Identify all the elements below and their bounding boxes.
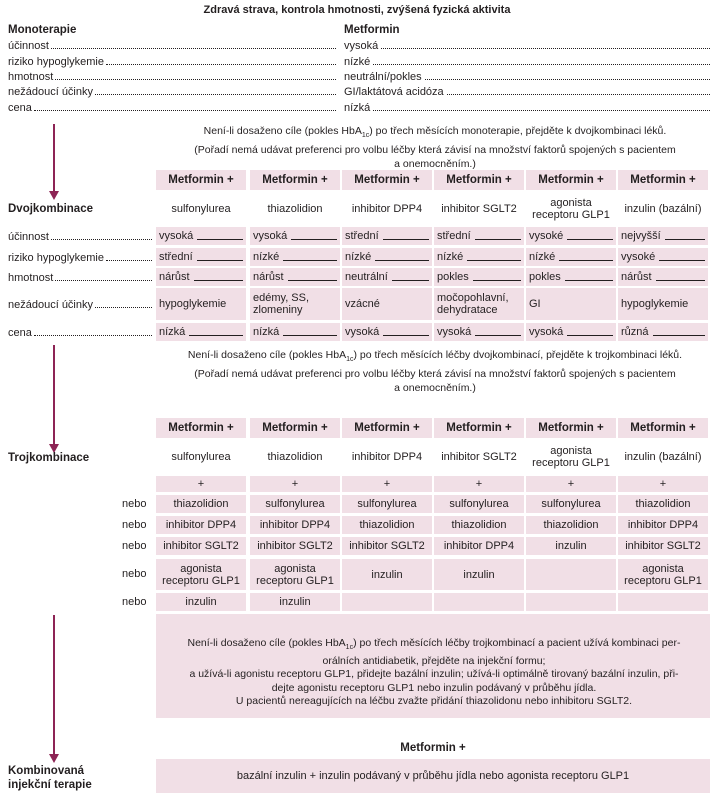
triple-option-cell: inhibitor SGLT2 [618, 537, 708, 555]
dual-value-cell [342, 227, 432, 245]
triple-option-cell: inhibitor DPP4 [250, 516, 340, 534]
underline-blank [565, 280, 613, 281]
triple-column-header: Metformin + [618, 418, 708, 438]
dual-value-text: střední [437, 230, 471, 242]
underline-blank [189, 335, 243, 336]
note2-line2: (Pořadí nemá udávat preferenci pro volbu léčby která závisí na množství faktorů spojených s pacientem [194, 368, 676, 381]
dual-value-text: vysoká [437, 326, 472, 338]
triple-option-cell: thiazolidion [342, 516, 432, 534]
dual-row-label [8, 250, 152, 264]
note1-text-a: Není-li dosaženo cíle (pokles HbA [203, 125, 362, 137]
triple-drug-cell: inhibitor SGLT2 [441, 451, 517, 463]
mono-row-label [8, 84, 336, 98]
note3-line5: U pacientů nereagujících na léčbu zvažte přidání thiazolidonu nebo inhibitoru SGLT2. [235, 695, 633, 708]
triple-option-cell: inhibitor SGLT2 [156, 537, 246, 555]
underline-blank [392, 280, 429, 281]
dual-value-text: vysoká [345, 326, 380, 338]
note3-line4: dejte agonistu receptoru GLP1 nebo inzulin podávaný v průběhu jídla. [271, 681, 597, 694]
dual-value-cell [434, 288, 524, 320]
arrow-head-1 [49, 191, 59, 200]
leader-dots [51, 48, 336, 49]
dual-column-header: Metformin + [434, 170, 524, 190]
triple-option-cell: agonista receptoru GLP1 [618, 559, 708, 590]
dual-drug-cell: inhibitor DPP4 [351, 203, 423, 215]
triple-option-cell: thiazolidion [434, 516, 524, 534]
dual-value-cell [526, 288, 616, 320]
leader-dots [34, 335, 152, 336]
note3-line2: orálních antidiabetik, přejděte na injekční formu; [322, 654, 546, 667]
injection-heading [8, 764, 92, 792]
note2-sub: 1c [346, 356, 354, 364]
dual-value-text: vysoké [621, 251, 656, 263]
underline-blank [653, 335, 705, 336]
monotherapy-heading: Monoterapie [8, 24, 77, 36]
mono-label-text: cena [8, 102, 32, 114]
dual-drug-cell: inhibitor SGLT2 [441, 203, 517, 215]
dual-value-text: pokles [529, 271, 561, 283]
leader-dots [381, 48, 710, 49]
dual-value-text: neutrální [345, 271, 388, 283]
triple-column-header: Metformin + [156, 418, 246, 438]
or-label: nebo [122, 539, 147, 552]
dual-value-cell [156, 227, 246, 245]
underline-blank [473, 280, 521, 281]
underline-blank [659, 260, 705, 261]
triple-option-cell: sulfonylurea [342, 495, 432, 513]
dual-value-text: nárůst [159, 271, 190, 283]
triple-option-cell: thiazolidion [618, 495, 708, 513]
mono-row-label [8, 54, 336, 68]
note3-text-a: Není-li dosaženo cíle (pokles HbA [187, 637, 346, 649]
dual-value-cell [342, 288, 432, 320]
underline-blank [197, 239, 243, 240]
dual-row-label [8, 325, 152, 339]
underline-blank [291, 239, 337, 240]
dual-value-text: nárůst [253, 271, 284, 283]
leader-dots [447, 94, 710, 95]
or-label: nebo [122, 497, 147, 510]
plus-sign: + [250, 476, 340, 492]
dual-drug-cell: thiazolidion [267, 203, 323, 215]
underline-blank [383, 239, 429, 240]
dual-value-cell [526, 268, 616, 286]
dual-value-cell [342, 248, 432, 266]
triple-drug-cell: inzulin (bazální) [624, 451, 702, 463]
leader-dots [95, 307, 152, 308]
mono-row-value [344, 54, 710, 68]
mono-value-text: GI/laktátová acidóza [344, 86, 444, 98]
or-label: nebo [122, 518, 147, 531]
leader-dots [55, 79, 336, 80]
dual-value-cell [342, 268, 432, 286]
triple-heading: Trojkombinace [8, 452, 90, 464]
dual-label-text: účinnost [8, 231, 49, 243]
leader-dots [51, 239, 152, 240]
flow-arrow-1 [53, 124, 55, 192]
dual-value-cell [250, 227, 340, 245]
dual-value-cell [618, 288, 708, 320]
dual-value-text: vzácné [345, 298, 380, 310]
monotherapy-drug: Metformin [344, 24, 400, 36]
note3-line3: a užívá-li agonistu receptoru GLP1, přidejte bazální inzulin; užívá-li optimálně tirovaný bazální inzulin, při- [189, 668, 679, 681]
injection-column-header: Metformin + [400, 742, 466, 754]
note1-line3: a onemocněním.) [394, 158, 476, 171]
injection-heading-line2: injekční terapie [8, 779, 92, 791]
note2-line3: a onemocněním.) [394, 382, 476, 395]
mono-row-value [344, 69, 710, 83]
dual-row-label [8, 270, 152, 284]
underline-blank [656, 280, 705, 281]
triple-option-cell: inhibitor DPP4 [156, 516, 246, 534]
mono-row-label [8, 69, 336, 83]
note1-text-b: ) po třech měsících monoterapie, přejděte k dvojkombinaci léků. [369, 125, 667, 137]
dual-value-cell [156, 248, 246, 266]
dual-value-cell [434, 268, 524, 286]
dual-value-text: vysoká [529, 326, 564, 338]
dual-value-text: střední [345, 230, 379, 242]
triple-option-cell: inzulin [250, 593, 340, 611]
triple-drug-cell: agonista receptoru GLP1 [532, 445, 610, 469]
dual-value-cell [434, 248, 524, 266]
underline-blank [197, 260, 243, 261]
dual-value-cell [526, 227, 616, 245]
plus-sign: + [342, 476, 432, 492]
dual-value-text: pokles [437, 271, 469, 283]
plus-sign: + [526, 476, 616, 492]
note1-line2: (Pořadí nemá udávat preferenci pro volbu léčby která závisí na množství faktorů spojených s pacientem [194, 144, 676, 157]
note1-sub: 1c [361, 132, 370, 140]
flow-arrow-3 [53, 615, 55, 755]
triple-option-cell: thiazolidion [156, 495, 246, 513]
plus-sign: + [156, 476, 246, 492]
underline-blank [567, 335, 613, 336]
underline-blank [383, 335, 429, 336]
dual-value-cell [526, 323, 616, 341]
underline-blank [288, 280, 337, 281]
dual-heading: Dvojkombinace [8, 203, 93, 215]
dual-column-header: Metformin + [250, 170, 340, 190]
triple-option-cell: inhibitor SGLT2 [250, 537, 340, 555]
underline-blank [194, 280, 243, 281]
triple-column-header: Metformin + [526, 418, 616, 438]
leader-dots [373, 64, 710, 65]
triple-drug-cell: sulfonylurea [171, 451, 231, 463]
mono-row-value [344, 38, 710, 52]
underline-blank [475, 239, 521, 240]
mono-value-text: neutrální/pokles [344, 71, 422, 83]
underline-blank [567, 239, 613, 240]
dual-value-text: nárůst [621, 271, 652, 283]
triple-column-header: Metformin + [342, 418, 432, 438]
triple-column-header: Metformin + [250, 418, 340, 438]
dual-value-cell [618, 248, 708, 266]
page-title: Zdravá strava, kontrola hmotnosti, zvýšená fyzická aktivita [203, 4, 511, 16]
triple-option-cell [526, 593, 616, 611]
triple-option-cell [526, 559, 616, 590]
plus-sign: + [434, 476, 524, 492]
dual-value-text: hypoglykemie [159, 298, 227, 310]
underline-blank [475, 335, 521, 336]
dual-column-header: Metformin + [618, 170, 708, 190]
dual-value-text: vysoké [529, 230, 564, 242]
triple-option-cell: inzulin [434, 559, 524, 590]
dual-value-text: nízká [253, 326, 280, 338]
note3-text-b: ) po třech měsících léčby trojkombinací a pacient užívá kombinaci per- [353, 637, 681, 649]
underline-blank [559, 260, 613, 261]
underline-blank [375, 260, 429, 261]
mono-label-text: riziko hypoglykemie [8, 56, 104, 68]
dual-value-cell [250, 268, 340, 286]
dual-value-cell [618, 323, 708, 341]
mono-label-text: účinnost [8, 40, 49, 52]
dual-value-text: vysoká [159, 230, 194, 242]
triple-drug-cell: thiazolidion [267, 451, 323, 463]
dual-value-cell [434, 227, 524, 245]
dual-label-text: riziko hypoglykemie [8, 252, 104, 264]
leader-dots [34, 110, 336, 111]
underline-blank [283, 260, 337, 261]
triple-option-cell: inhibitor DPP4 [618, 516, 708, 534]
triple-drug-cell: inhibitor DPP4 [351, 451, 423, 463]
or-label: nebo [122, 595, 147, 608]
dual-label-text: hmotnost [8, 272, 54, 284]
injection-regimen: bazální inzulin + inzulin podávaný v průběhu jídla nebo agonista receptoru GLP1 [156, 759, 710, 793]
dual-value-cell [618, 268, 708, 286]
dual-value-text: různá [621, 326, 649, 338]
leader-dots [55, 280, 152, 281]
dual-row-label [8, 297, 152, 311]
dual-value-text: edémy, SS, zlomeniny [253, 292, 310, 316]
dual-drug-cell: sulfonylurea [171, 203, 231, 215]
dual-value-text: nejvyšší [621, 230, 661, 242]
underline-blank [283, 335, 337, 336]
dual-value-cell [250, 248, 340, 266]
mono-value-text: nízká [344, 102, 371, 114]
triple-option-cell: sulfonylurea [434, 495, 524, 513]
triple-option-cell: thiazolidion [526, 516, 616, 534]
triple-option-cell [342, 593, 432, 611]
leader-dots [106, 260, 152, 261]
flow-arrow-2 [53, 345, 55, 445]
mono-value-text: nízké [344, 56, 371, 68]
mono-row-label [8, 38, 336, 52]
dual-value-text: vysoká [253, 230, 288, 242]
injection-heading-line1: Kombinovaná [8, 765, 85, 777]
leader-dots [106, 64, 336, 65]
triple-option-cell: sulfonylurea [250, 495, 340, 513]
triple-option-cell [434, 593, 524, 611]
dual-value-cell [156, 288, 246, 320]
dual-value-cell [156, 323, 246, 341]
dual-value-cell [342, 323, 432, 341]
triple-option-cell [618, 593, 708, 611]
dual-value-cell [156, 268, 246, 286]
leader-dots [373, 110, 710, 111]
dual-value-text: nízké [253, 251, 280, 263]
mono-label-text: nežádoucí účinky [8, 86, 93, 98]
dual-value-cell [434, 323, 524, 341]
note-injection-escalation [160, 637, 708, 709]
plus-sign: + [618, 476, 708, 492]
dual-value-text: GI [529, 298, 541, 310]
dual-label-text: nežádoucí účinky [8, 299, 93, 311]
triple-option-cell: inzulin [156, 593, 246, 611]
dual-value-cell [618, 227, 708, 245]
dual-value-text: nízké [529, 251, 556, 263]
note2-text-a: Není-li dosaženo cíle (pokles HbA [187, 349, 347, 361]
dual-value-cell [250, 323, 340, 341]
dual-column-header: Metformin + [342, 170, 432, 190]
dual-value-cell [526, 248, 616, 266]
triple-option-cell: inhibitor SGLT2 [342, 537, 432, 555]
leader-dots [425, 79, 710, 80]
mono-row-value [344, 100, 710, 114]
triple-option-cell: inzulin [342, 559, 432, 590]
dual-value-text: nízké [345, 251, 372, 263]
triple-option-cell: inzulin [526, 537, 616, 555]
note3-sub: 1c [345, 644, 354, 652]
leader-dots [95, 94, 336, 95]
dual-value-text: nízké [437, 251, 464, 263]
mono-value-text: vysoká [344, 40, 379, 52]
dual-drug-cell: agonista receptoru GLP1 [532, 197, 610, 221]
dual-value-text: močopohlavní, dehydratace [437, 292, 509, 316]
dual-value-text: střední [159, 251, 193, 263]
or-label: nebo [122, 568, 147, 580]
dual-value-text: hypoglykemie [621, 298, 689, 310]
dual-value-cell [250, 288, 340, 320]
dual-value-text: nízká [159, 326, 186, 338]
mono-row-label [8, 100, 336, 114]
dual-drug-cell: inzulin (bazální) [624, 203, 702, 215]
underline-blank [467, 260, 521, 261]
triple-option-cell: inhibitor DPP4 [434, 537, 524, 555]
dual-column-header: Metformin + [156, 170, 246, 190]
dual-row-label [8, 229, 152, 243]
note-triple-escalation [160, 348, 710, 395]
arrow-head-3 [49, 754, 59, 763]
dual-label-text: cena [8, 327, 32, 339]
note-dual-escalation [160, 124, 710, 171]
note2-text-b: ) po třech měsících léčby dvojkombinací, přejděte k trojkombinaci léků. [353, 349, 683, 361]
mono-label-text: hmotnost [8, 71, 54, 83]
triple-option-cell: agonista receptoru GLP1 [250, 559, 340, 590]
underline-blank [665, 239, 705, 240]
triple-column-header: Metformin + [434, 418, 524, 438]
triple-option-cell: agonista receptoru GLP1 [156, 559, 246, 590]
mono-row-value [344, 84, 710, 98]
dual-column-header: Metformin + [526, 170, 616, 190]
triple-option-cell: sulfonylurea [526, 495, 616, 513]
